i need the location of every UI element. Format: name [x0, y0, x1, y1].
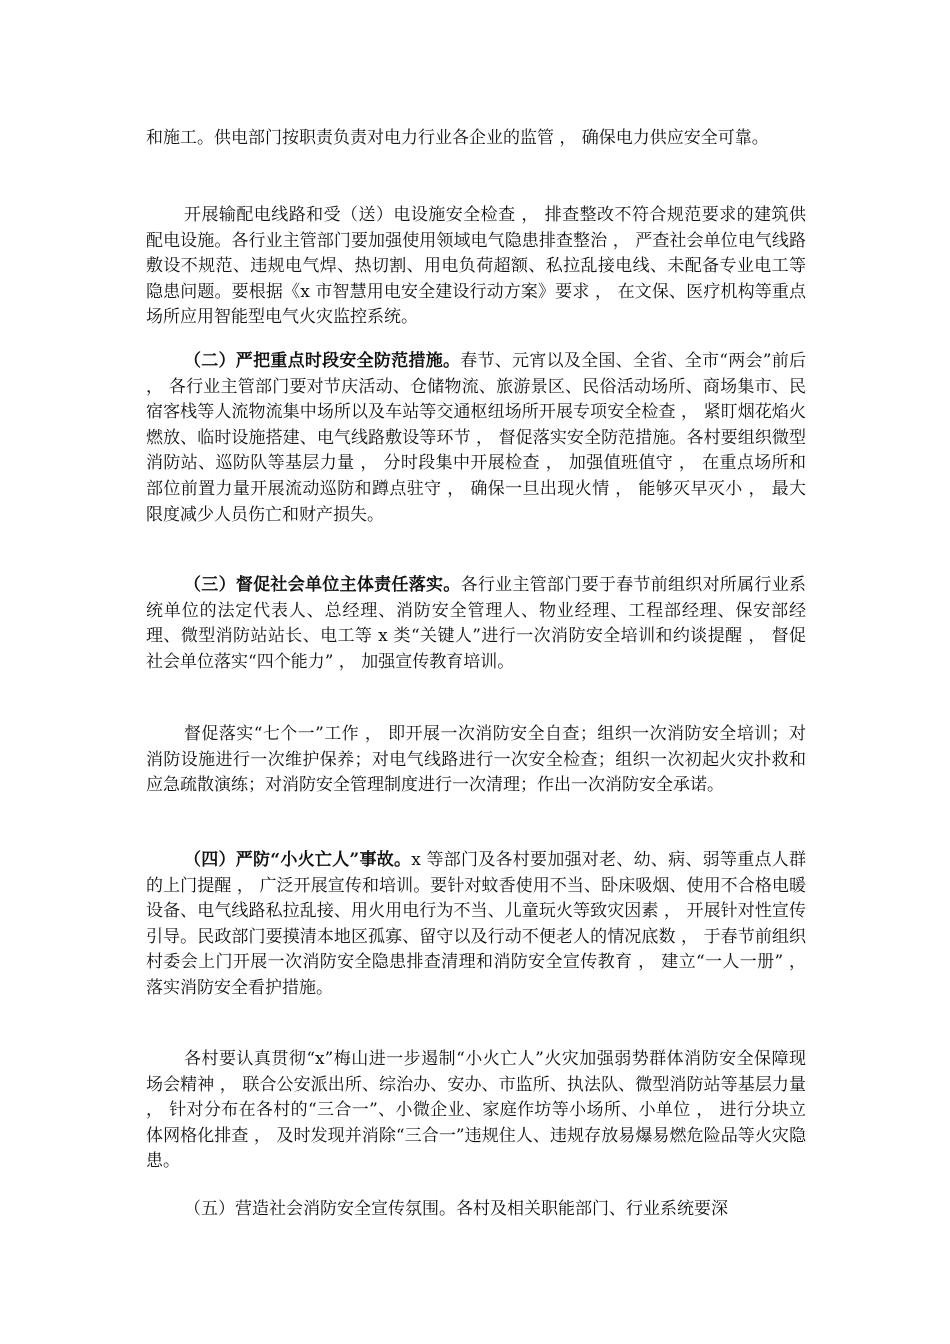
section-heading-2: （二）严把重点时段安全防范措施。 [184, 351, 461, 371]
paragraph-8-text: （五）营造社会消防安全宣传氛围。各村及相关职能部门、行业系统要深 [184, 1199, 728, 1219]
section-heading-3: （三）督促社会单位主体责任落实。 [184, 575, 461, 595]
paragraph-1-text: 和施工。供电部门按职责负责对电力行业各企业的监管 ， 确保电力供应安全可靠。 [146, 128, 769, 148]
paragraph-6-text: x 等部门及各村要加强对老、幼、病、弱等重点人群的上门提醒 ， 广泛开展宣传和培训。要针对蚊香使用不当、卧床吸烟、使用不合格电暖设备、电气线路私拉乱接、用火用电行为不当、儿童玩火等致灾因素 ， 开展针对性宣传引导。民政部门要摸清本地区孤寡、留守以及行动不便老人的情况底数 ， 于春节前组织村委会上门开展一次消防安全隐患排查清理和消防安全宣传教育 ， 建立“一人一册” ， 落实消防安全看护措施。 [146, 850, 806, 998]
paragraph-4-text: 各行业主管部门要于春节前组织对所属行业系统单位的法定代表人、总经理、消防安全管理人、物业经理、工程部经理、保安部经理、微型消防站站长、电工等 x 类“关键人”进行一次消防安全培训和约谈提醒 ， 督促社会单位落实“四个能力” ， 加强宣传教育培训。 [146, 575, 807, 672]
paragraph-4 [146, 573, 806, 675]
paragraph-3-text: 春节、元宵以及全国、全省、全市“两会”前后 ， 各行业主管部门要对节庆活动、仓储物流、旅游景区、民俗活动场所、商场集市、民宿客栈等人流物流集中场所以及车站等交通枢纽场所开展专项安全检查 ， 紧盯烟花焰火燃放、临时设施搭建、电气线路敷设等环节 ， 督促落实安全防范措施。各村要组织微型消防站、巡防队等基层力量 ， 分时段集中开展检查 ， 加强值班值守 ， 在重点场所和部位前置力量开展流动巡防和蹲点驻守 ， 确保一旦出现火情 ， 能够灭早灭小 ， 最大限度减少人员伤亡和财产损失。 [146, 351, 807, 525]
paragraph-3 [146, 349, 806, 528]
paragraph-8 [146, 1197, 806, 1223]
paragraph-2 [146, 203, 806, 331]
paragraph-7-text: 各村要认真贯彻“x”梅山进一步遏制“小火亡人”火灾加强弱势群体消防安全保障现场会精神 ， 联合公安派出所、综治办、安办、市监所、执法队、微型消防站等基层力量 ， 针对分布在各村的“三合一”、小微企业、家庭作坊等小场所、小单位 ， 进行分块立体网格化排查 ， 及时发现并消除“三合一”违规住人、违规存放易爆易燃危险品等火灾隐患。 [146, 1049, 806, 1172]
paragraph-5-text: 督促落实“七个一”工作 ， 即开展一次消防安全自查；组织一次消防安全培训；对消防设施进行一次维护保养；对电气线路进行一次安全检查；组织一次初起火灾扑救和应急疏散演练；对消防安全管理制度进行一次清理；作出一次消防安全承诺。 [146, 724, 806, 796]
paragraph-2-text: 开展输配电线路和受（送）电设施安全检查 ， 排查整改不符合规范要求的建筑供配电设施。各行业主管部门要加强使用领域电气隐患排查整治 ， 严查社会单位电气线路敷设不规范、违规电气焊、热切割、用电负荷超额、私拉乱接电线、未配备专业电工等隐患问题。要根据《x 市智慧用电安全建设行动方案》要求 ， 在文保、医疗机构等重点场所应用智能型电气火灾监控系统。 [146, 205, 806, 328]
section-heading-4: （四）严防“小火亡人”事故。 [184, 850, 412, 870]
paragraph-5 [146, 722, 806, 799]
paragraph-6 [146, 848, 806, 1002]
paragraph-1 [146, 126, 806, 152]
paragraph-7 [146, 1047, 806, 1175]
